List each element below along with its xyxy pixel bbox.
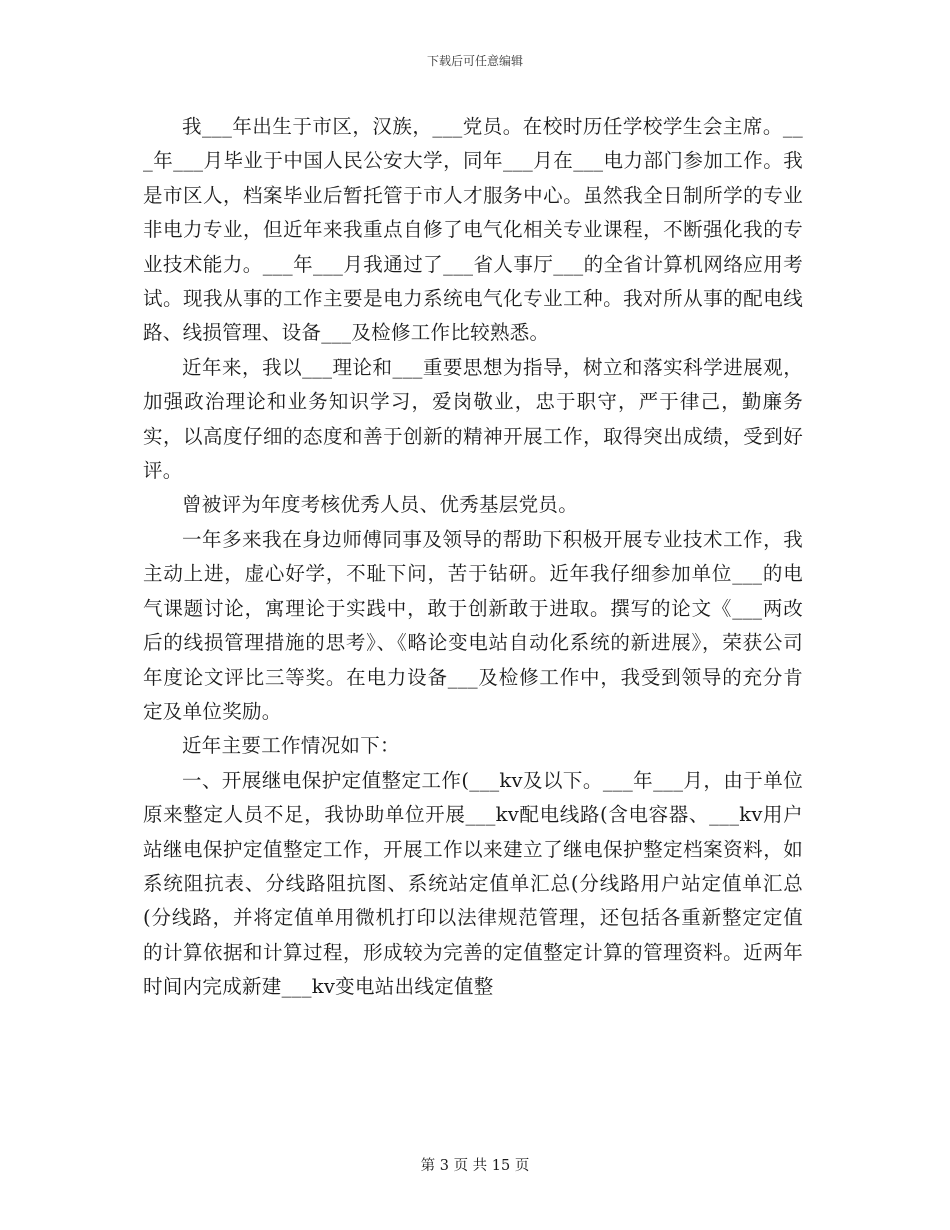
paragraph-work-summary-intro: 近年主要工作情况如下： (182, 734, 400, 758)
paragraph-relay-protection: 一、开展继电保护定值整定工作(___kv及以下。___年___月，由于单位原来整定人员不足，我协助单位开展___kv配电线路(含电容器、___kv用户站继电保护定值整定工作，开展工作以来建立了继电保护整定档案资料，如系统阻抗表、分线路阻抗图、系统站定值单汇总(分线路用户站定值单汇总(分线路，并将定值单用微机打印以法律规范管理，还包括各重新整定定值的计算依据和计算过程，形成较为完善的定值整定计算的管理资料。近两年时间内完成新建___kv变电站出线定值整 (143, 768, 803, 999)
paragraph-honors: 曾被评为年度考核优秀人员、优秀基层党员。 (182, 493, 579, 517)
page-header: 下载后可任意编辑 (426, 54, 523, 68)
page-footer-page-number: 第 3 页 共 15 页 (420, 1158, 530, 1174)
document-body (143, 110, 803, 1005)
paragraph-technical-work: 一年多来我在身边师傅同事及领导的帮助下积极开展专业技术工作，我主动上进，虚心好学，不耻下问，苦于钻研。近年我仔细参加单位___的电气课题讨论，寓理论于实践中，敢于创新敢于进取。撰写的论文《___两改后的线损管理措施的思考》、《略论变电站自动化系统的新进展》，荣获公司年度论文评比三等奖。在电力设备___及检修工作中，我受到领导的充分肯定及单位奖励。 (143, 527, 803, 723)
paragraph-political-performance: 近年来，我以___理论和___重要思想为指导，树立和落实科学进展观，加强政治理论和业务知识学习，爱岗敬业，忠于职守，严于律己，勤廉务实，以高度仔细的态度和善于创新的精神开展工作，取得突出成绩，受到好评。 (143, 355, 803, 483)
paragraph-personal-background: 我___年出生于市区，汉族，___党员。在校时历任学校学生会主席。___年___月毕业于中国人民公安大学，同年___月在___电力部门参加工作。我是市区人，档案毕业后暂托管于市人才服务中心。虽然我全日制所学的专业非电力专业，但近年来我重点自修了电气化相关专业课程，不断强化我的专业技术能力。___年___月我通过了___省人事厅___的全省计算机网络应用考试。现我从事的工作主要是电力系统电气化专业工种。我对所从事的配电线路、线损管理、设备___及检修工作比较熟悉。 (143, 115, 803, 345)
